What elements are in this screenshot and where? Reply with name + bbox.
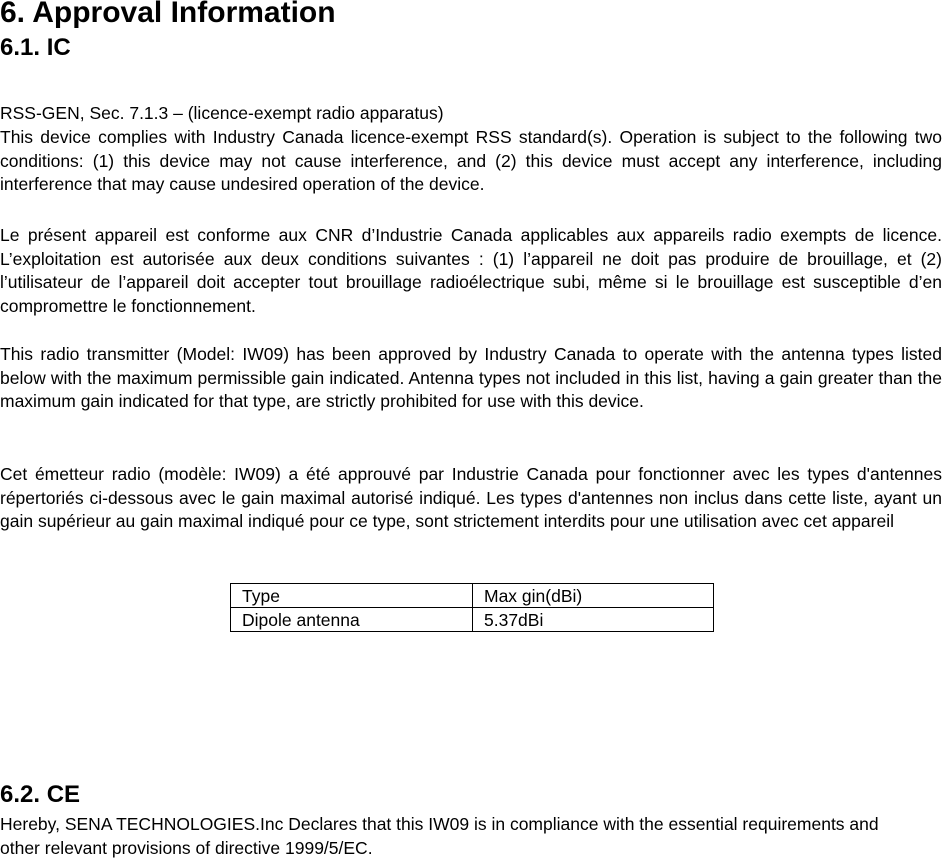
antenna-table (230, 583, 714, 632)
ce-heading: 6.2. CE (0, 781, 81, 808)
table-header-type: Type (231, 584, 473, 608)
section-title: 6. Approval Information (0, 0, 336, 29)
ic-reference: RSS-GEN, Sec. 7.1.3 – (licence-exempt radio apparatus) (0, 103, 444, 123)
ic-antenna-en: This radio transmitter (Model: IW09) has been approved by Industry Canada to operate with the antenna types listed below with the maximum permissible gain indicated. Antenna types not included in this list, having a gain greater than the maximum gain indicated for that type, are strictly prohibited for use with this device. (0, 344, 942, 411)
ic-heading: 6.1. IC (0, 34, 71, 61)
ce-declaration: Hereby, SENA TECHNOLOGIES.Inc Declares that this IW09 is in compliance with the essential requirements and other relevant provisions of directive 1999/5/EC. (0, 814, 879, 858)
ic-antenna-fr: Cet émetteur radio (modèle: IW09) a été approuvé par Industrie Canada pour fonctionner avec les types d'antennes répertoriés ci-dessous avec le gain maximal autorisé indiqué. Les types d'antennes non inclus dans cette liste, ayant un gain supérieur au gain maximal indiqué pour ce type, sont strictement interdits pour une utilisation avec cet appareil (0, 464, 942, 531)
ic-compliance-fr: Le présent appareil est conforme aux CNR d’Industrie Canada applicables aux appareils radio exempts de licence. L’exploitation est autorisée aux deux conditions suivantes : (1) l’appareil ne doit pas produire de brouillage, et (2) l’utilisateur de l’appareil doit accepter tout brouillage radioélectrique subi, même si le brouillage est susceptible d’en compromettre le fonctionnement. (0, 225, 942, 316)
ic-compliance-en: This device complies with Industry Canada licence-exempt RSS standard(s). Operation is subject to the following two conditions: (1) this device may not cause interference, and (2) this device must accept any interference, including interference that may cause undesired operation of the device. (0, 127, 942, 194)
table-header-row (231, 584, 714, 608)
table-row (231, 608, 714, 632)
table-header-max-gain: Max gin(dBi) (473, 584, 714, 608)
table-cell-type: Dipole antenna (231, 608, 473, 632)
table-cell-max-gain: 5.37dBi (473, 608, 714, 632)
